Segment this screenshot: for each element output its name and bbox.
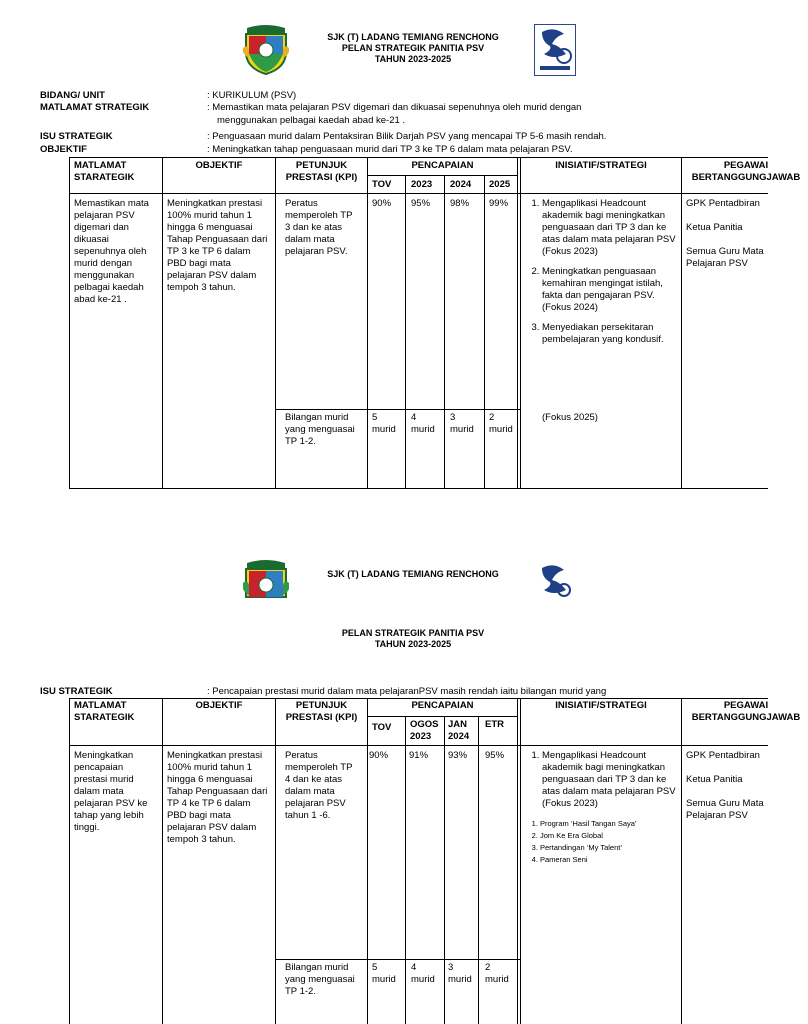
cell-inisiatif xyxy=(526,198,678,346)
label-isu: ISU STRATEGIK xyxy=(40,131,113,142)
label-isu-2: ISU STRATEGIK xyxy=(40,686,113,697)
kpi2-etr-2: 2 murid xyxy=(485,962,509,985)
value-matlamat-line1: : Memastikan mata pelajaran PSV digemari dan dikuasai sepenuhnya oleh murid dengan xyxy=(207,102,582,113)
th-matlamat: MATLAMAT STARATEGIK xyxy=(74,160,135,183)
ppd-emblem-logo xyxy=(534,24,576,76)
th-jan-2024: JAN 2024 xyxy=(448,719,470,742)
kpi2-2024: 3 murid xyxy=(450,412,474,435)
th-2023: 2023 xyxy=(411,179,433,190)
th-objektif-2: OBJEKTIF xyxy=(195,700,243,711)
plan-title: PELAN STRATEGIK PANITIA PSV xyxy=(341,43,485,53)
cell-pegawai-2: GPK Pentadbiran Ketua Panitia Semua Guru Mata Pelajaran PSV xyxy=(686,750,764,821)
value-objektif: : Meningkatkan tahap penguasaan murid dari TP 3 ke TP 6 dalam mata pelajaran PSV. xyxy=(207,144,573,155)
kpi2-tov-2: 5 murid xyxy=(372,962,396,985)
program-item: 2. Jom Ke Era Global xyxy=(540,830,678,842)
th-pegawai-2: PEGAWAI BERTANGGUNGJAWAB xyxy=(691,700,801,723)
label-objektif: OBJEKTIF xyxy=(40,144,87,155)
kpi1-2024: 98% xyxy=(450,198,470,209)
inisiatif-item: 3. Menyediakan persekitaran pembelajaran yang kondusif. xyxy=(542,322,678,346)
th-matlamat-2: MATLAMAT STARATEGIK xyxy=(74,700,135,723)
kpi1-etr-2: 95% xyxy=(485,750,505,761)
school-crest-logo xyxy=(243,22,289,76)
kpi2-2023: 4 murid xyxy=(411,412,435,435)
program-item: 3. Pertandingan ‘My Talent’ xyxy=(540,842,678,854)
plan-years-2: TAHUN 2023-2025 xyxy=(374,639,452,649)
cell-kpi2-2: Bilangan murid yang menguasai TP 1-2. xyxy=(285,962,355,997)
kpi2-jan-2: 3 murid xyxy=(448,962,472,985)
th-2024: 2024 xyxy=(450,179,472,190)
plan-years: TAHUN 2023-2025 xyxy=(374,54,452,64)
th-pencapaian: PENCAPAIAN xyxy=(411,160,474,171)
kpi1-tov: 90% xyxy=(372,198,392,209)
program-item: 1. Program ‘Hasil Tangan Saya’ xyxy=(540,818,678,830)
ppd-emblem-logo-2 xyxy=(534,560,576,596)
kpi1-ogos-2: 91% xyxy=(409,750,429,761)
cell-objektif-2: Meningkatkan prestasi 100% murid tahun 1 hingga 6 menguasai Tahap Penguasaan dari TP 4 ke TP 6 dalam PBD bagi mata pelajaran PSV dalam tempoh 3 tahun. xyxy=(167,750,268,845)
kpi1-jan-2: 93% xyxy=(448,750,468,761)
page1-header xyxy=(300,32,526,65)
th-inisiatif: INISIATIF/STRATEGI xyxy=(555,160,647,171)
cell-kpi1: Peratus memperoleh TP 3 dan ke atas dalam mata pelajaran PSV. xyxy=(285,198,353,257)
page2-title-block xyxy=(300,628,526,650)
kpi1-2025: 99% xyxy=(489,198,509,209)
inisiatif-fokus-2025: (Fokus 2025) xyxy=(542,412,598,423)
plan-title-2: PELAN STRATEGIK PANITIA PSV xyxy=(341,628,485,638)
value-isu: : Penguasaan murid dalam Pentaksiran Bilik Darjah PSV yang mencapai TP 5-6 masih rendah. xyxy=(207,131,607,142)
th-objektif: OBJEKTIF xyxy=(195,160,243,171)
cell-kpi1-2: Peratus memperoleh TP 4 dan ke atas dalam mata pelajaran PSV tahun 1 -6. xyxy=(285,750,353,821)
value-isu-2: : Pencapaian prestasi murid dalam mata pelajaranPSV masih rendah iaitu bilangan murid yang xyxy=(207,686,607,697)
school-name: SJK (T) LADANG TEMIANG RENCHONG xyxy=(327,32,499,42)
th-pencapaian-2: PENCAPAIAN xyxy=(411,700,474,711)
inisiatif-item: 1. Mengaplikasi Headcount akademik bagi meningkatkan penguasaan dari TP 3 dan ke atas dalam mata pelajaran PSV (Fokus 2023) xyxy=(542,750,678,810)
th-etr: ETR xyxy=(485,719,504,730)
label-matlamat: MATLAMAT STRATEGIK xyxy=(40,102,150,113)
page2-school-name: SJK (T) LADANG TEMIANG RENCHONG xyxy=(327,569,499,579)
school-crest-logo-2 xyxy=(243,557,289,597)
cell-objektif: Meningkatkan prestasi 100% murid tahun 1 hingga 6 menguasai Tahap Penguasaan dari TP 3 ke TP 6 dalam PBD bagi mata pelajaran PSV dalam tempoh 3 tahun. xyxy=(167,198,268,293)
kpi2-tov: 5 murid xyxy=(372,412,396,435)
th-ogos-2023: OGOS 2023 xyxy=(410,719,439,742)
cell-inisiatif-2 xyxy=(526,750,678,866)
cell-matlamat: Memastikan mata pelajaran PSV digemari dan dikuasai sepenuhnya oleh murid dengan menggunakan pelbagai kaedah abad ke-21 . xyxy=(74,198,149,305)
cell-matlamat-2: Meningkatkan pencapaian prestasi murid dalam mata pelajaran PSV ke tahap yang lebih tinggi. xyxy=(74,750,148,833)
cell-kpi2: Bilangan murid yang menguasai TP 1-2. xyxy=(285,412,355,447)
th-tov: TOV xyxy=(372,179,392,190)
kpi1-tov-2: 90% xyxy=(369,750,389,761)
th-petunjuk-2: PETUNJUK PRESTASI (KPI) xyxy=(285,700,358,723)
value-matlamat-line2: menggunakan pelbagai kaedah abad ke-21 . xyxy=(217,115,406,126)
kpi1-2023: 95% xyxy=(411,198,431,209)
kpi2-ogos-2: 4 murid xyxy=(411,962,435,985)
th-2025: 2025 xyxy=(489,179,511,190)
inisiatif-item: 2. Meningkatkan penguasaan kemahiran mengingat istilah, fakta dan pengajaran PSV.(Fokus 2024) xyxy=(542,266,678,314)
th-pegawai: PEGAWAI BERTANGGUNGJAWAB xyxy=(691,160,801,183)
th-petunjuk: PETUNJUK PRESTASI (KPI) xyxy=(285,160,358,183)
kpi2-2025: 2 murid xyxy=(489,412,513,435)
cell-pegawai: GPK Pentadbiran Ketua Panitia Semua Guru Mata Pelajaran PSV xyxy=(686,198,764,269)
value-bidang: : KURIKULUM (PSV) xyxy=(207,90,297,101)
label-bidang: BIDANG/ UNIT xyxy=(40,90,105,101)
inisiatif-item: 1. Mengaplikasi Headcount akademik bagi meningkatkan penguasaan dari TP 3 dan ke atas dalam mata pelajaran PSV (Fokus 2023) xyxy=(542,198,678,258)
th-tov-2: TOV xyxy=(372,722,392,733)
program-item: 4. Pameran Seni xyxy=(540,854,678,866)
th-inisiatif-2: INISIATIF/STRATEGI xyxy=(555,700,647,711)
